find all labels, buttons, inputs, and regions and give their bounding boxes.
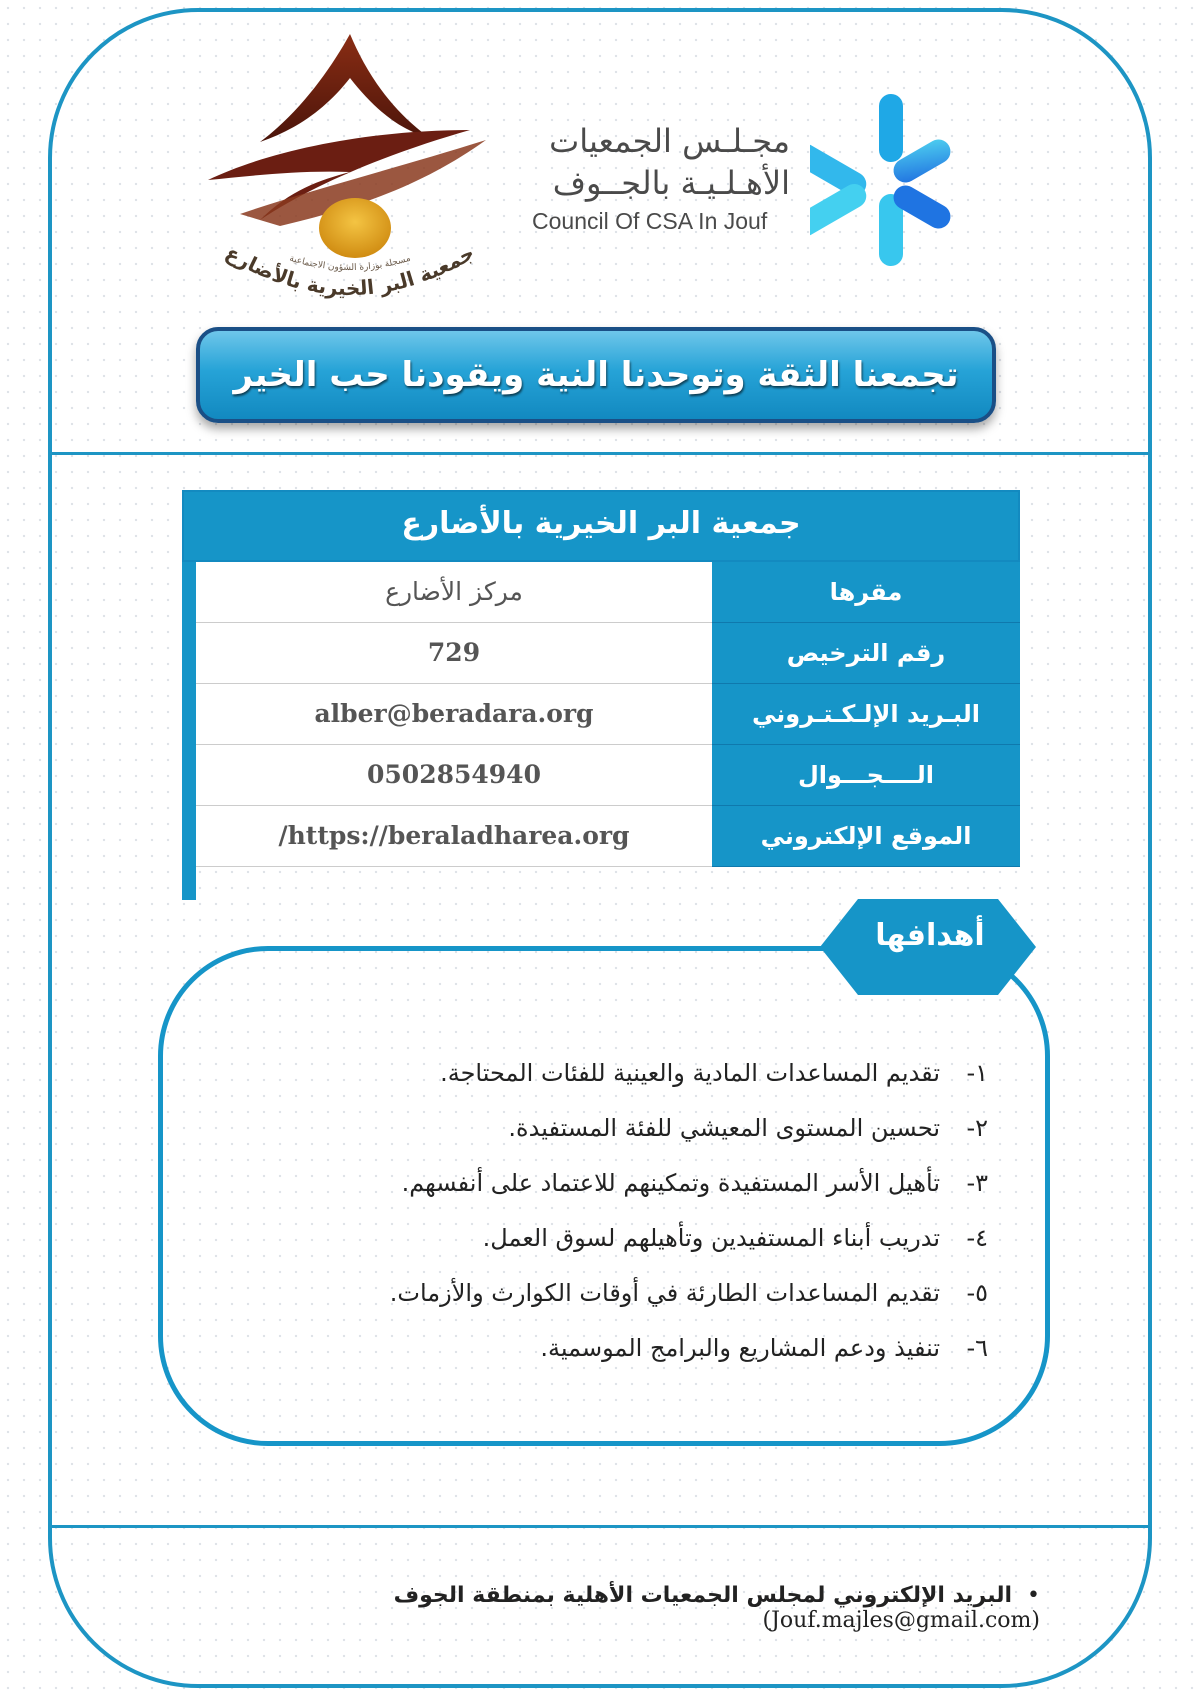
row-value: 729 xyxy=(196,623,712,684)
table-title: جمعية البر الخيرية بالأضارع xyxy=(182,490,1020,562)
row-label: الموقع الإلكتروني xyxy=(712,806,1020,867)
bullet-icon: • xyxy=(1027,1583,1040,1608)
asterisk-icon xyxy=(810,90,970,270)
item-text: تدريب أبناء المستفيدين وتأهيلهم لسوق العمل. xyxy=(482,1224,940,1252)
list-item xyxy=(228,1046,988,1101)
item-text: تقديم المساعدات المادية والعينية للفئات المحتاجة. xyxy=(440,1059,940,1087)
list-item xyxy=(228,1321,988,1376)
item-number: ٥- xyxy=(966,1279,988,1307)
council-name-en: Council Of CSA In Jouf xyxy=(532,208,768,234)
item-text: تأهيل الأسر المستفيدة وتمكينهم للاعتماد على أنفسهم. xyxy=(401,1169,940,1197)
association-logo-subtext: مسجلة بوزارة الشؤون الاجتماعية xyxy=(288,253,412,274)
footer-divider xyxy=(50,1525,1150,1528)
item-text: تقديم المساعدات الطارئة في أوقات الكوارث والأزمات. xyxy=(389,1279,940,1307)
council-name xyxy=(520,120,790,235)
goals-title: أهدافها xyxy=(875,918,985,953)
footer-text: البريد الإلكتروني لمجلس الجمعيات الأهلية بمنطقة الجوف xyxy=(393,1583,1013,1608)
table-row-website xyxy=(196,806,1020,867)
row-label: مقرها xyxy=(712,562,1020,623)
footer-contact xyxy=(200,1583,1040,1633)
council-name-line1: مجـلـس الجمعيات xyxy=(549,122,790,160)
list-item xyxy=(228,1101,988,1156)
slogan-banner: تجمعنا الثقة وتوحدنا النية ويقودنا حب الخير xyxy=(196,327,996,423)
item-text: تحسين المستوى المعيشي للفئة المستفيدة. xyxy=(508,1114,940,1142)
council-name-line2: الأهـلـيـة بالجــوف xyxy=(552,164,790,202)
row-label: البـريد الإلـكـتـروني xyxy=(712,684,1020,745)
footer-email-link[interactable]: (Jouf.majles@gmail.com) xyxy=(762,1608,1040,1633)
list-item xyxy=(228,1266,988,1321)
website-link[interactable]: /https://beraladharea.org xyxy=(196,806,712,867)
email-link[interactable]: alber@beradara.org xyxy=(196,684,712,745)
item-number: ٣- xyxy=(966,1169,988,1197)
item-number: ٤- xyxy=(966,1224,988,1252)
table-row-license xyxy=(196,623,1020,684)
header-divider xyxy=(50,452,1150,455)
item-number: ٦- xyxy=(966,1334,988,1362)
table-row-mobile xyxy=(196,745,1020,806)
association-logo xyxy=(200,30,500,320)
goals-list xyxy=(228,1046,988,1376)
row-label: رقم الترخيص xyxy=(712,623,1020,684)
item-number: ١- xyxy=(966,1059,988,1087)
association-logo-text: جمعية البر الخيرية بالأضارع xyxy=(221,240,479,301)
table-row-hq xyxy=(196,562,1020,623)
list-item xyxy=(228,1211,988,1266)
item-number: ٢- xyxy=(966,1114,988,1142)
table-row-email xyxy=(196,684,1020,745)
row-label: الــــجـــوال xyxy=(712,745,1020,806)
item-text: تنفيذ ودعم المشاريع والبرامج الموسمية. xyxy=(540,1334,940,1362)
list-item xyxy=(228,1156,988,1211)
phone-number: 0502854940 xyxy=(196,745,712,806)
row-value: مركز الأضارع xyxy=(196,562,712,623)
